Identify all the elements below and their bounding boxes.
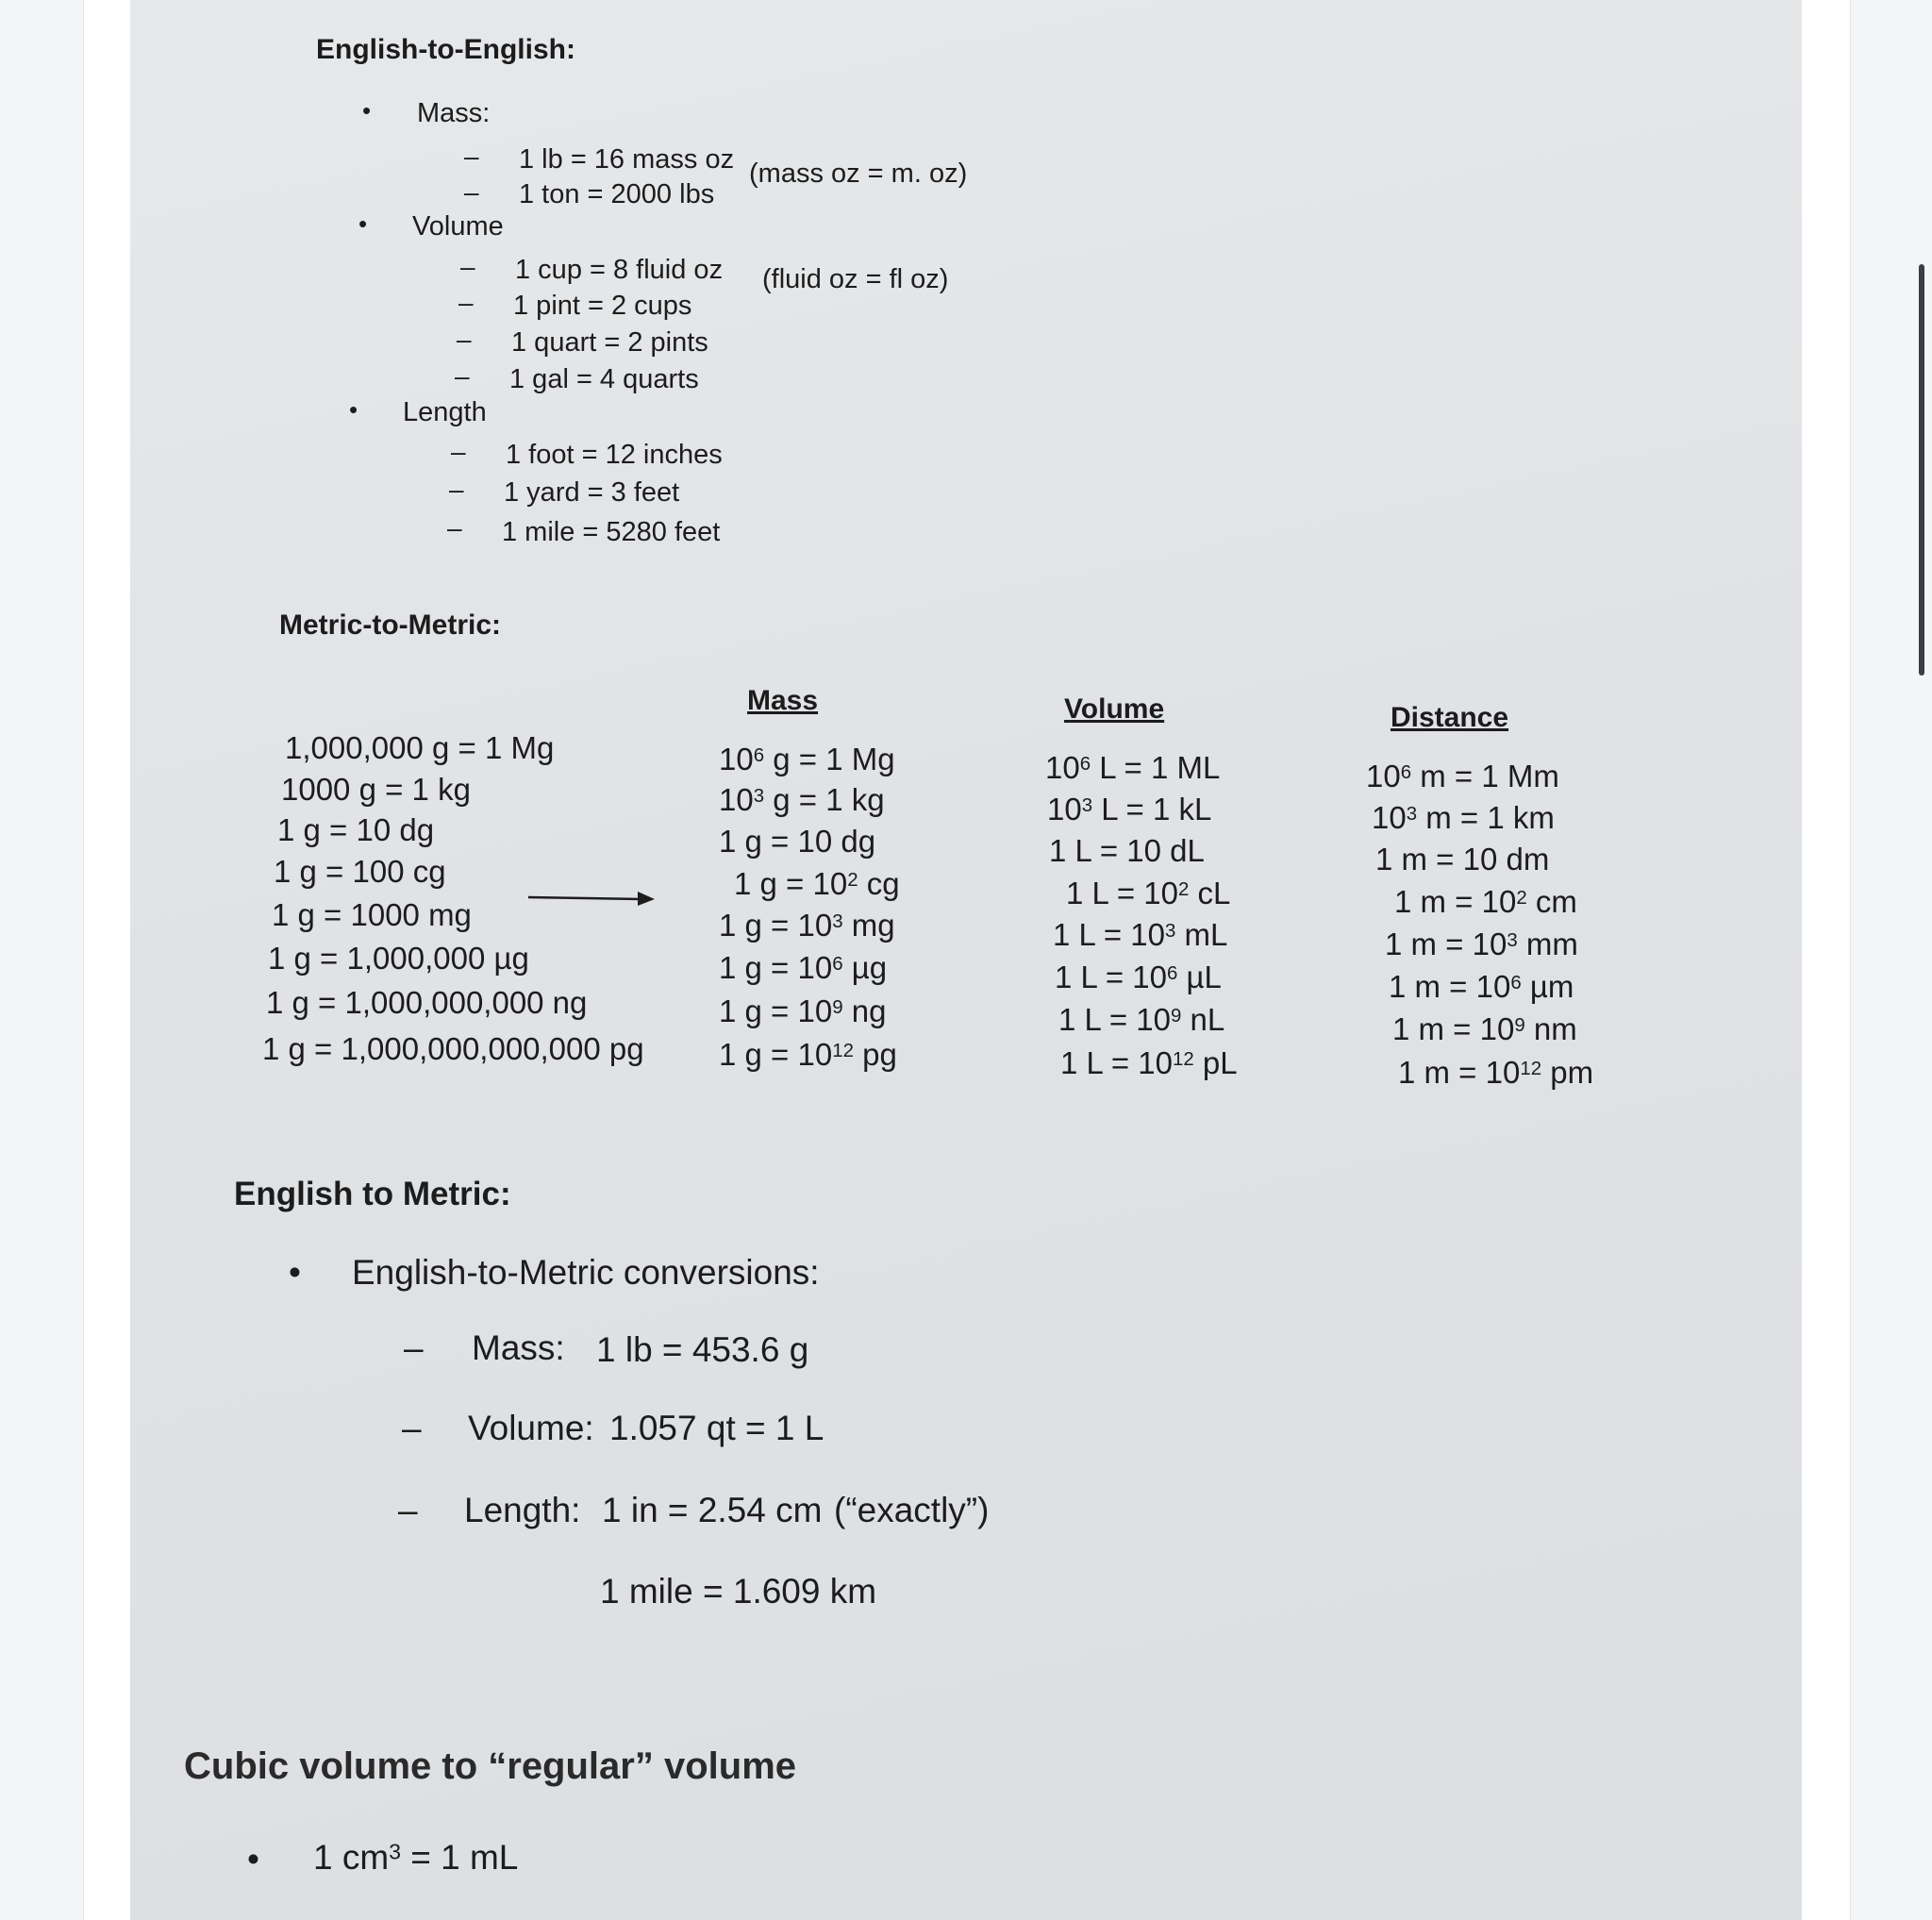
list-item: 1 g = 100 cg — [274, 854, 446, 889]
table-cell: 1 $g = 10^2$ cg — [734, 866, 900, 901]
scrollbar-thumb[interactable] — [1919, 264, 1924, 676]
dash: – — [464, 177, 479, 207]
list-item: 1 lb = 16 mass oz — [519, 144, 735, 175]
list-item: 1 g = 1,000,000 µg — [268, 941, 529, 976]
heading-metric-to-metric: Metric-to-Metric: — [279, 609, 502, 641]
table-cell: 1 $m = 10^3$ mm — [1385, 927, 1578, 961]
list-item: 1 cup = 8 fluid oz — [515, 255, 724, 285]
column-header-volume: Volume — [1064, 693, 1165, 725]
dash: – — [457, 325, 472, 354]
bullet: • — [358, 209, 368, 238]
table-cell: 1 $m = 10^{12}$ pm — [1398, 1055, 1594, 1090]
table-cell: 1 $g = 10^6$ µg — [719, 950, 888, 985]
dash: – — [404, 1328, 424, 1367]
heading-english-to-metric: English to Metric: — [234, 1176, 511, 1212]
table-cell: 1 $g = 10^{12}$ pg — [719, 1037, 897, 1072]
value-mile: 1 mile = 1.609 km — [600, 1572, 877, 1611]
value-volume: 1.057 qt = 1 L — [609, 1409, 824, 1447]
table-cell: $10^6$ g = 1 Mg — [719, 742, 895, 776]
table-cell: 1 g = 10 dg — [719, 824, 876, 859]
list-item: 1 g = 1,000,000,000 ng — [266, 985, 588, 1020]
table-cell: 1 L = 10 dL — [1049, 833, 1205, 868]
bullet: • — [247, 1840, 259, 1878]
dash: – — [458, 288, 474, 317]
table-cell: $10^6$ L = 1 ML — [1045, 750, 1221, 785]
dash: – — [449, 475, 464, 504]
dash: – — [464, 142, 479, 171]
note-fluid-oz: (fluid oz = fl oz) — [762, 264, 949, 294]
table-cell: 1 $L = 10^3$ mL — [1053, 917, 1228, 952]
table-cell: $10^3$ m = 1 km — [1372, 800, 1555, 835]
scanned-page — [130, 0, 1802, 1920]
label-length: Length — [403, 397, 487, 427]
label-mass: Mass: — [417, 98, 491, 128]
table-cell: $10^6$ m = 1 Mm — [1366, 759, 1559, 793]
list-item: 1 yard = 3 feet — [504, 477, 680, 508]
dash: – — [455, 361, 470, 391]
list-item: 1 pint = 2 cups — [513, 291, 692, 321]
heading-cubic-volume: Cubic volume to “regular” volume — [184, 1745, 797, 1787]
list-item: 1 gal = 4 quarts — [509, 364, 699, 394]
dash: – — [398, 1491, 418, 1529]
dash: – — [451, 437, 466, 466]
heading-english-to-english: English-to-English: — [316, 34, 575, 65]
value-length: 1 in = 2.54 cm — [602, 1491, 823, 1529]
table-cell: 1 $m = 10^2$ cm — [1394, 884, 1577, 919]
table-cell: 1 $L = 10^{12}$ pL — [1060, 1045, 1238, 1080]
bullet-english-to-metric: English-to-Metric conversions: — [352, 1253, 820, 1292]
label-length: Length: — [464, 1491, 581, 1529]
list-item: 1 quart = 2 pints — [511, 327, 708, 358]
right-arrow-icon — [526, 887, 658, 908]
list-item: 1000 g = 1 kg — [281, 772, 471, 807]
bullet: • — [349, 395, 358, 424]
column-header-distance: Distance — [1391, 702, 1509, 733]
list-item: 1 g = 1,000,000,000,000 pg — [262, 1031, 644, 1066]
list-item: 1 g = 1000 mg — [272, 897, 472, 932]
label-volume: Volume: — [468, 1409, 594, 1447]
value-mass: 1 lb = 453.6 g — [596, 1330, 809, 1369]
table-cell: 1 $L = 10^9$ nL — [1058, 1002, 1225, 1037]
dash: – — [460, 252, 475, 281]
list-item: 1 ton = 2000 lbs — [519, 179, 715, 209]
dash: – — [402, 1409, 422, 1447]
table-cell: 1 $g = 10^9$ ng — [719, 993, 887, 1028]
list-item: 1,000,000 g = 1 Mg — [285, 730, 555, 765]
note-mass-oz: (mass oz = m. oz) — [749, 159, 968, 189]
column-header-mass: Mass — [747, 685, 819, 716]
table-cell: 1 $L = 10^6$ µL — [1055, 960, 1222, 994]
table-cell: 1 m = 10 dm — [1375, 842, 1550, 877]
table-cell: 1 $m = 10^9$ nm — [1392, 1011, 1577, 1046]
bullet: • — [362, 96, 372, 125]
list-item: 1 foot = 12 inches — [506, 440, 723, 470]
list-item: 1 g = 10 dg — [277, 812, 435, 847]
note-exactly: (“exactly”) — [834, 1491, 990, 1529]
label-mass: Mass: — [472, 1328, 565, 1367]
table-cell: $10^3$ g = 1 kg — [719, 782, 885, 817]
table-cell: 1 $g = 10^3$ mg — [719, 908, 895, 943]
list-item: 1 mile = 5280 feet — [502, 517, 721, 547]
dash: – — [447, 513, 462, 543]
table-cell: $10^3$ L = 1 kL — [1047, 792, 1212, 826]
table-cell: 1 $m = 10^6$ µm — [1389, 969, 1574, 1004]
label-volume: Volume — [412, 211, 504, 242]
table-cell: 1 $L = 10^2$ cL — [1066, 876, 1231, 910]
list-item: 1 $cm^3 = 1$ mL — [313, 1838, 519, 1877]
bullet: • — [289, 1253, 301, 1292]
